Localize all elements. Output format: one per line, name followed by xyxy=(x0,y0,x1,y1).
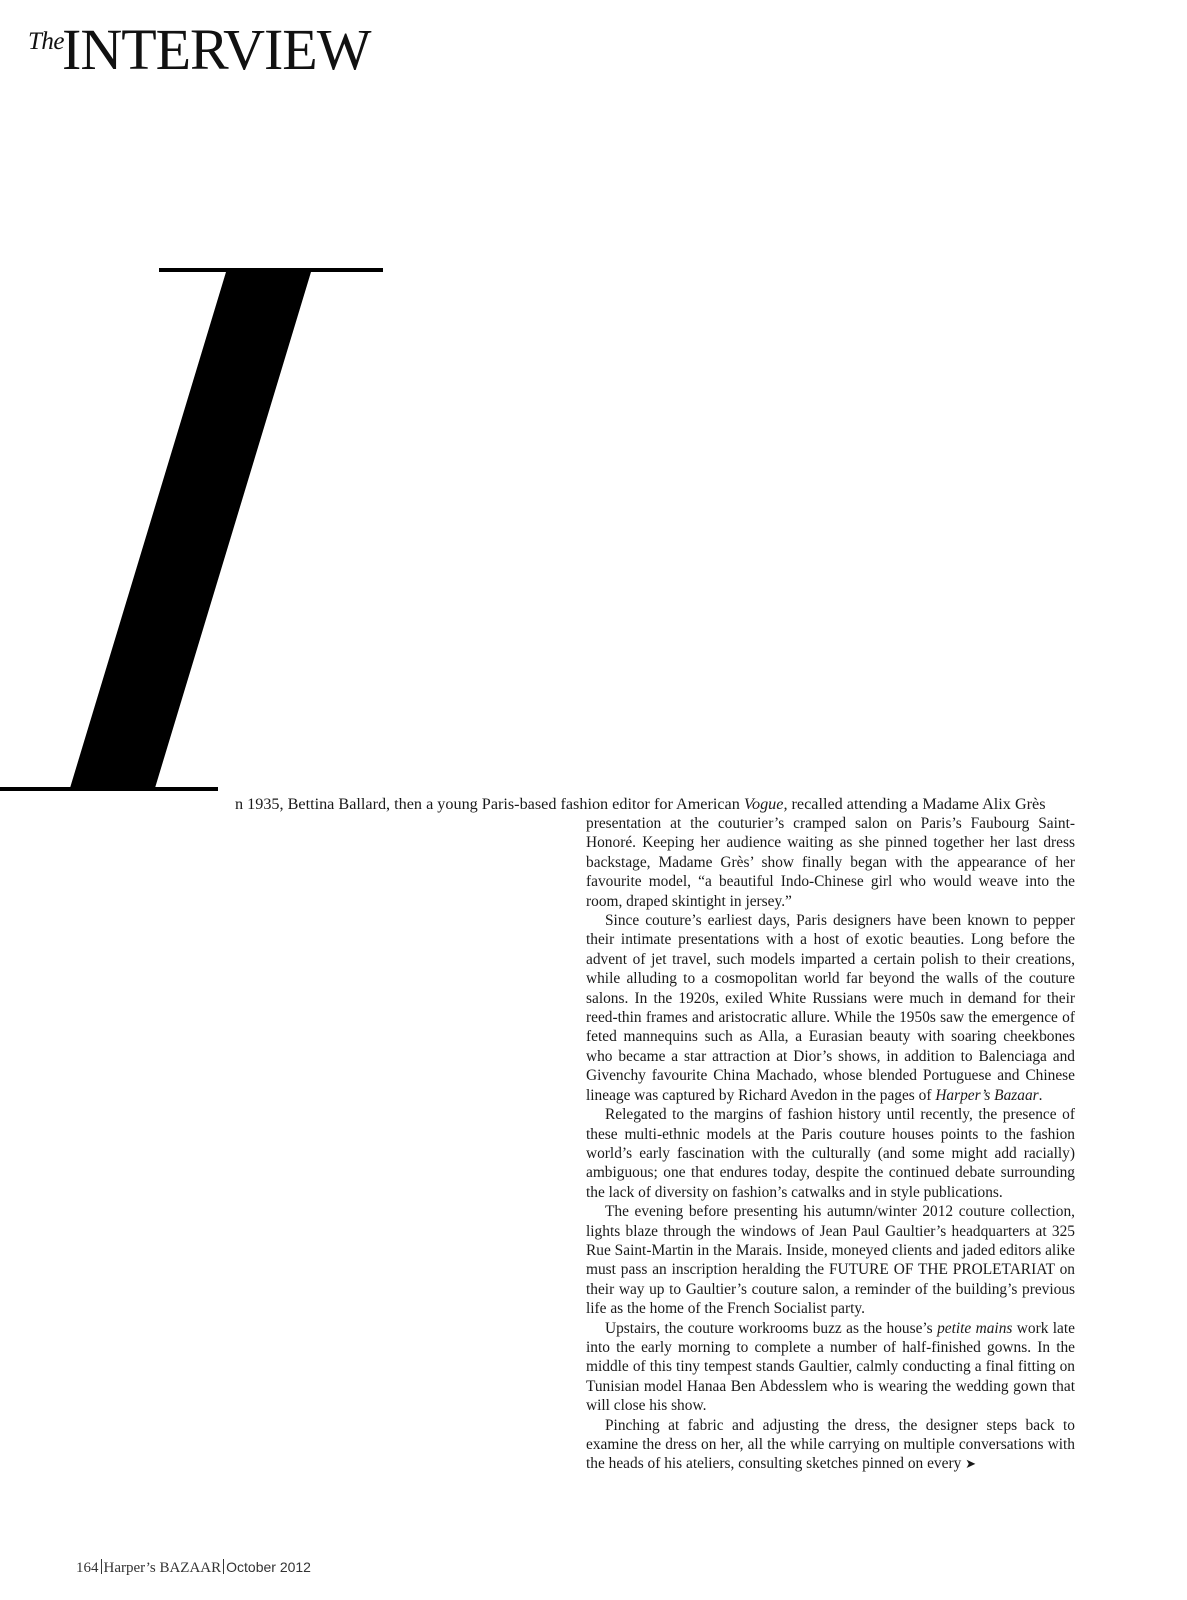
paragraph-2-text: Since couture’s earliest days, Paris designers have been known to pepper their intimate presentations with a host of exotic beauties. Long before the advent of jet travel, such models imparted a certain polish to their creations, while alluding to a cosmopolitan world far beyond the walls of the couture salons. In the 1920s, exiled White Russians were much in demand for their reed-thin frames and aristocratic allure. While the 1950s saw the emergence of feted mannequins such as Alla, a Eurasian beauty with soaring cheekbones who became a star attraction at Dior’s shows, in addition to Balenciaga and Givenchy favourite China Machado, whose blended Portuguese and Chinese lineage was captured by Richard Avedon in the pages of xyxy=(586,912,1075,1104)
paragraph-5 xyxy=(586,1319,1075,1416)
masthead-interview: INTERVIEW xyxy=(62,17,371,82)
opening-text: n 1935, Bettina Ballard, then a young Paris-based fashion editor for American xyxy=(235,795,744,813)
masthead-the: The xyxy=(28,28,64,55)
paragraph-4: The evening before presenting his autumn/winter 2012 couture collection, lights blaze through the windows of Jean Paul Gaultier’s headquarters at 325 Rue Saint-Martin in the Marais. Inside, moneyed clients and jaded editors alike must pass an inscription heralding the FUTURE OF THE PROLETARIAT on their way up to Gaultier’s couture salon, a reminder of the building’s previous life as the home of the French Socialist party. xyxy=(586,1203,1075,1318)
paragraph-6-text: Pinching at fabric and adjusting the dress, the designer steps back to examine the dress on her, all the while carrying on multiple conversations with the heads of his ateliers, consulting sketches pinned on every xyxy=(586,1416,1075,1473)
article-opening-line xyxy=(235,794,1075,814)
page-number: 164 xyxy=(76,1560,99,1576)
folio-divider xyxy=(101,1559,102,1574)
paragraph-3: Relegated to the margins of fashion history until recently, the presence of these multi-ethnic models at the Paris couture houses points to the fashion world’s early fascination with the culturally (and some might add racially) ambiguous; one that endures today, despite the continued debate surrounding the lack of diversity on fashion’s catwalks and in style publications. xyxy=(586,1106,1075,1201)
paragraph-6 xyxy=(586,1416,1075,1475)
paragraph-2-italic: Harper’s Bazaar xyxy=(935,1086,1039,1104)
opening-tail: recalled attending a Madame Alix Grès xyxy=(787,795,1046,813)
paragraph-1: presentation at the couturier’s cramped salon on Paris’s Faubourg Saint-Honoré. Keeping her audience waiting as she pinned together her last dress backstage, Madame Grès’ show finally began with the appearance of her favourite model, “a beautiful Indo-Chinese girl who would weave into the room, draped skintight in jersey.” xyxy=(586,815,1075,910)
continue-arrow-icon: ➤ xyxy=(965,1457,977,1473)
article-body xyxy=(586,814,1075,1475)
paragraph-2 xyxy=(586,911,1075,1105)
paragraph-5-italic: petite mains xyxy=(937,1319,1013,1337)
page-folio xyxy=(76,1559,311,1577)
folio-divider xyxy=(223,1559,224,1574)
opening-vogue: Vogue, xyxy=(743,795,788,813)
dropcap-letter-i xyxy=(0,0,400,820)
paragraph-2-end: . xyxy=(1038,1086,1043,1104)
paragraph-5-end: work late into the early morning to complete a number of half-finished gowns. In the middle of this tiny tempest stands Gaultier, calmly conducting a final fitting on Tunisian model Hanaa Ben Abdesslem who is wearing the wedding gown that will close his show. xyxy=(586,1319,1076,1415)
issue-date: October 2012 xyxy=(226,1559,311,1575)
paragraph-5-text: Upstairs, the couture workrooms buzz as the house’s xyxy=(605,1319,938,1337)
magazine-name: Harper’s BAZAAR xyxy=(103,1560,222,1576)
